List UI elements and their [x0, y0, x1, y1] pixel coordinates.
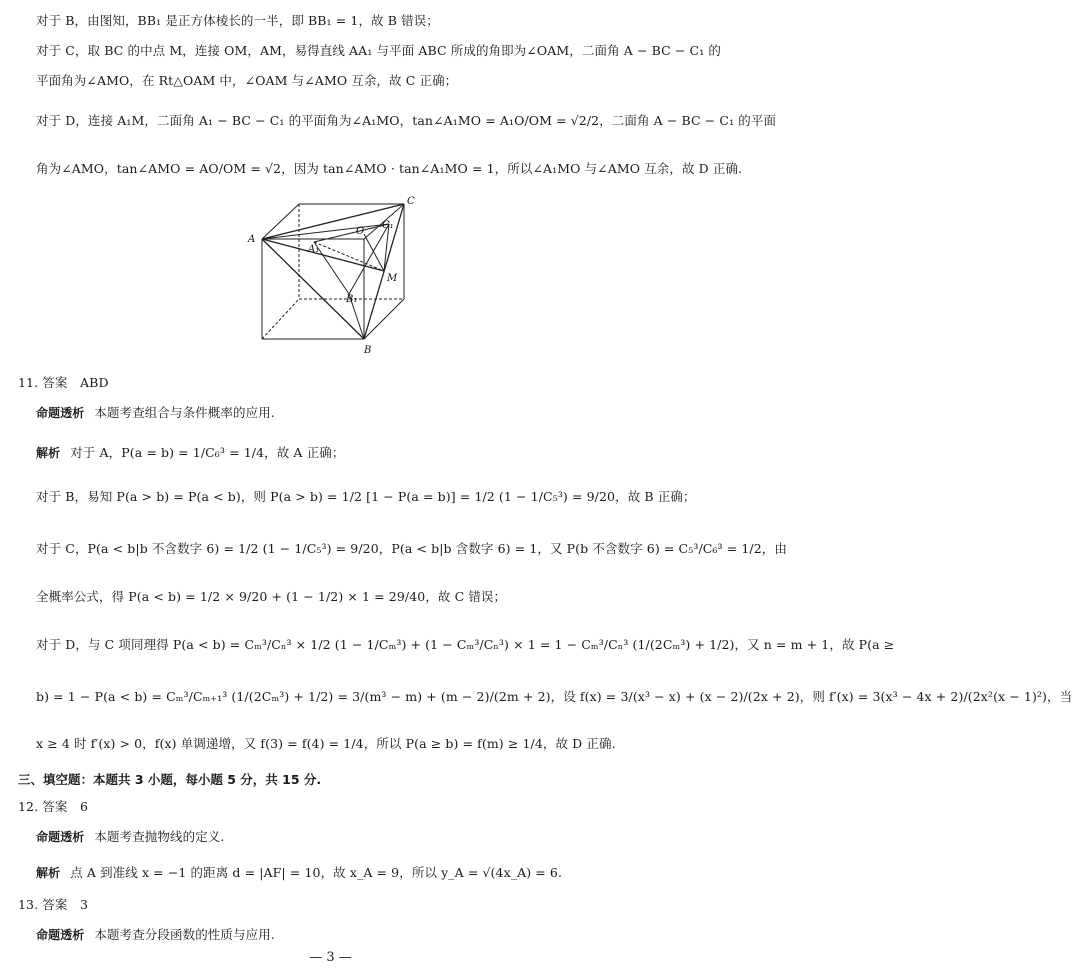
intent-13: 命题透析 本题考查分段函数的性质与应用. [36, 927, 275, 942]
label-c: C [407, 196, 415, 207]
label-c1: C₁ [382, 220, 394, 231]
text-line: 对于 B，由图知，BB₁ 是正方体棱长的一半，即 BB₁ = 1，故 B 错误； [36, 13, 439, 28]
solution-11-d1: 对于 D，与 C 项同理得 P(a < b) = Cₘ³/Cₙ³ × 1/2 (1 − 1/Cₘ³) + (1 − Cₘ³/Cₙ³) × 1 = 1 − Cₘ³/Cₙ³ (1/(2Cₘ³) + 1/2)，又 n = m + 1，故 P(a ≥ [36, 637, 895, 652]
label-b: B [364, 345, 372, 356]
text-line: 对于 D，连接 A₁M，二面角 A₁ − BC − C₁ 的平面角为∠A₁MO，tan∠A₁MO = A₁O/OM = √2/2，二面角 A − BC − C₁ 的平面 [36, 113, 777, 128]
text-line: 角为∠AMO，tan∠AMO = AO/OM = √2，因为 tan∠AMO · tan∠A₁MO = 1，所以∠A₁MO 与∠AMO 互余，故 D 正确. [36, 161, 743, 176]
solution-11-a: 解析 对于 A，P(a = b) = 1/C₆³ = 1/4，故 A 正确； [36, 445, 345, 460]
page-number: — 3 — [309, 950, 352, 965]
intent-label: 命题透析 [36, 928, 85, 942]
answer-13: 13. 答案 3 [18, 897, 89, 912]
solution-11-d3: x ≥ 4 时 f′(x) > 0，f(x) 单调递增，又 f(3) = f(4) = 1/4，所以 P(a ≥ b) = f(m) ≥ 1/4，故 D 正确. [36, 736, 616, 751]
text-line: 对于 C，取 BC 的中点 M，连接 OM，AM，易得直线 AA₁ 与平面 ABC 所成的角即为∠OAM，二面角 A − BC − C₁ 的 [36, 43, 721, 58]
solution-11-c2: 全概率公式，得 P(a < b) = 1/2 × 9/20 + (1 − 1/2) × 1 = 29/40，故 C 错误； [36, 589, 507, 604]
label-o: O [356, 226, 365, 237]
label-m: M [387, 273, 398, 284]
intent-label: 命题透析 [36, 406, 85, 420]
label-a: A [248, 234, 256, 245]
solution-11-b: 对于 B，易知 P(a > b) = P(a < b)，则 P(a > b) = 1/2 [1 − P(a = b)] = 1/2 (1 − 1/C₅³) = 9/20，故 B 正确； [36, 489, 696, 504]
solution-12: 解析 点 A 到准线 x = −1 的距离 d = |AF| = 10，故 x_A = 9，所以 y_A = √(4x_A) = 6. [36, 865, 563, 880]
text-line: 平面角为∠AMO，在 Rt△OAM 中，∠OAM 与∠AMO 互余，故 C 正确； [36, 73, 458, 88]
solution-label: 解析 [36, 446, 61, 460]
label-a1: A₁ [308, 244, 320, 255]
answer-12: 12. 答案 6 [18, 799, 89, 814]
solution-11-d2: b) = 1 − P(a < b) = Cₘ³/Cₘ₊₁³ (1/(2Cₘ³) + 1/2) = 3/(m³ − m) + (m − 2)/(2m + 2)，设 f(x) = 3/(x³ − x) + (x − 2)/(2x + 2)，则 f′(x) = 3(x³ − 4x + 2)/(2x²(x − 1)²)，当 [36, 689, 1072, 704]
section-heading: 三、填空题：本题共 3 小题，每小题 5 分，共 15 分. [18, 772, 322, 787]
intent-label: 命题透析 [36, 830, 85, 844]
intent-12: 命题透析 本题考查抛物线的定义. [36, 829, 225, 844]
answer-11: 11. 答案 ABD [18, 375, 109, 390]
label-b1: B₁ [346, 294, 358, 305]
solution-11-c1: 对于 C，P(a < b|b 不含数字 6) = 1/2 (1 − 1/C₅³) = 9/20，P(a < b|b 含数字 6) = 1，又 P(b 不含数字 6) = C₅³/C₆³ = 1/2，由 [36, 541, 787, 556]
cube-figure [244, 194, 424, 359]
intent-11: 命题透析 本题考查组合与条件概率的应用. [36, 405, 275, 420]
solution-label: 解析 [36, 866, 61, 880]
